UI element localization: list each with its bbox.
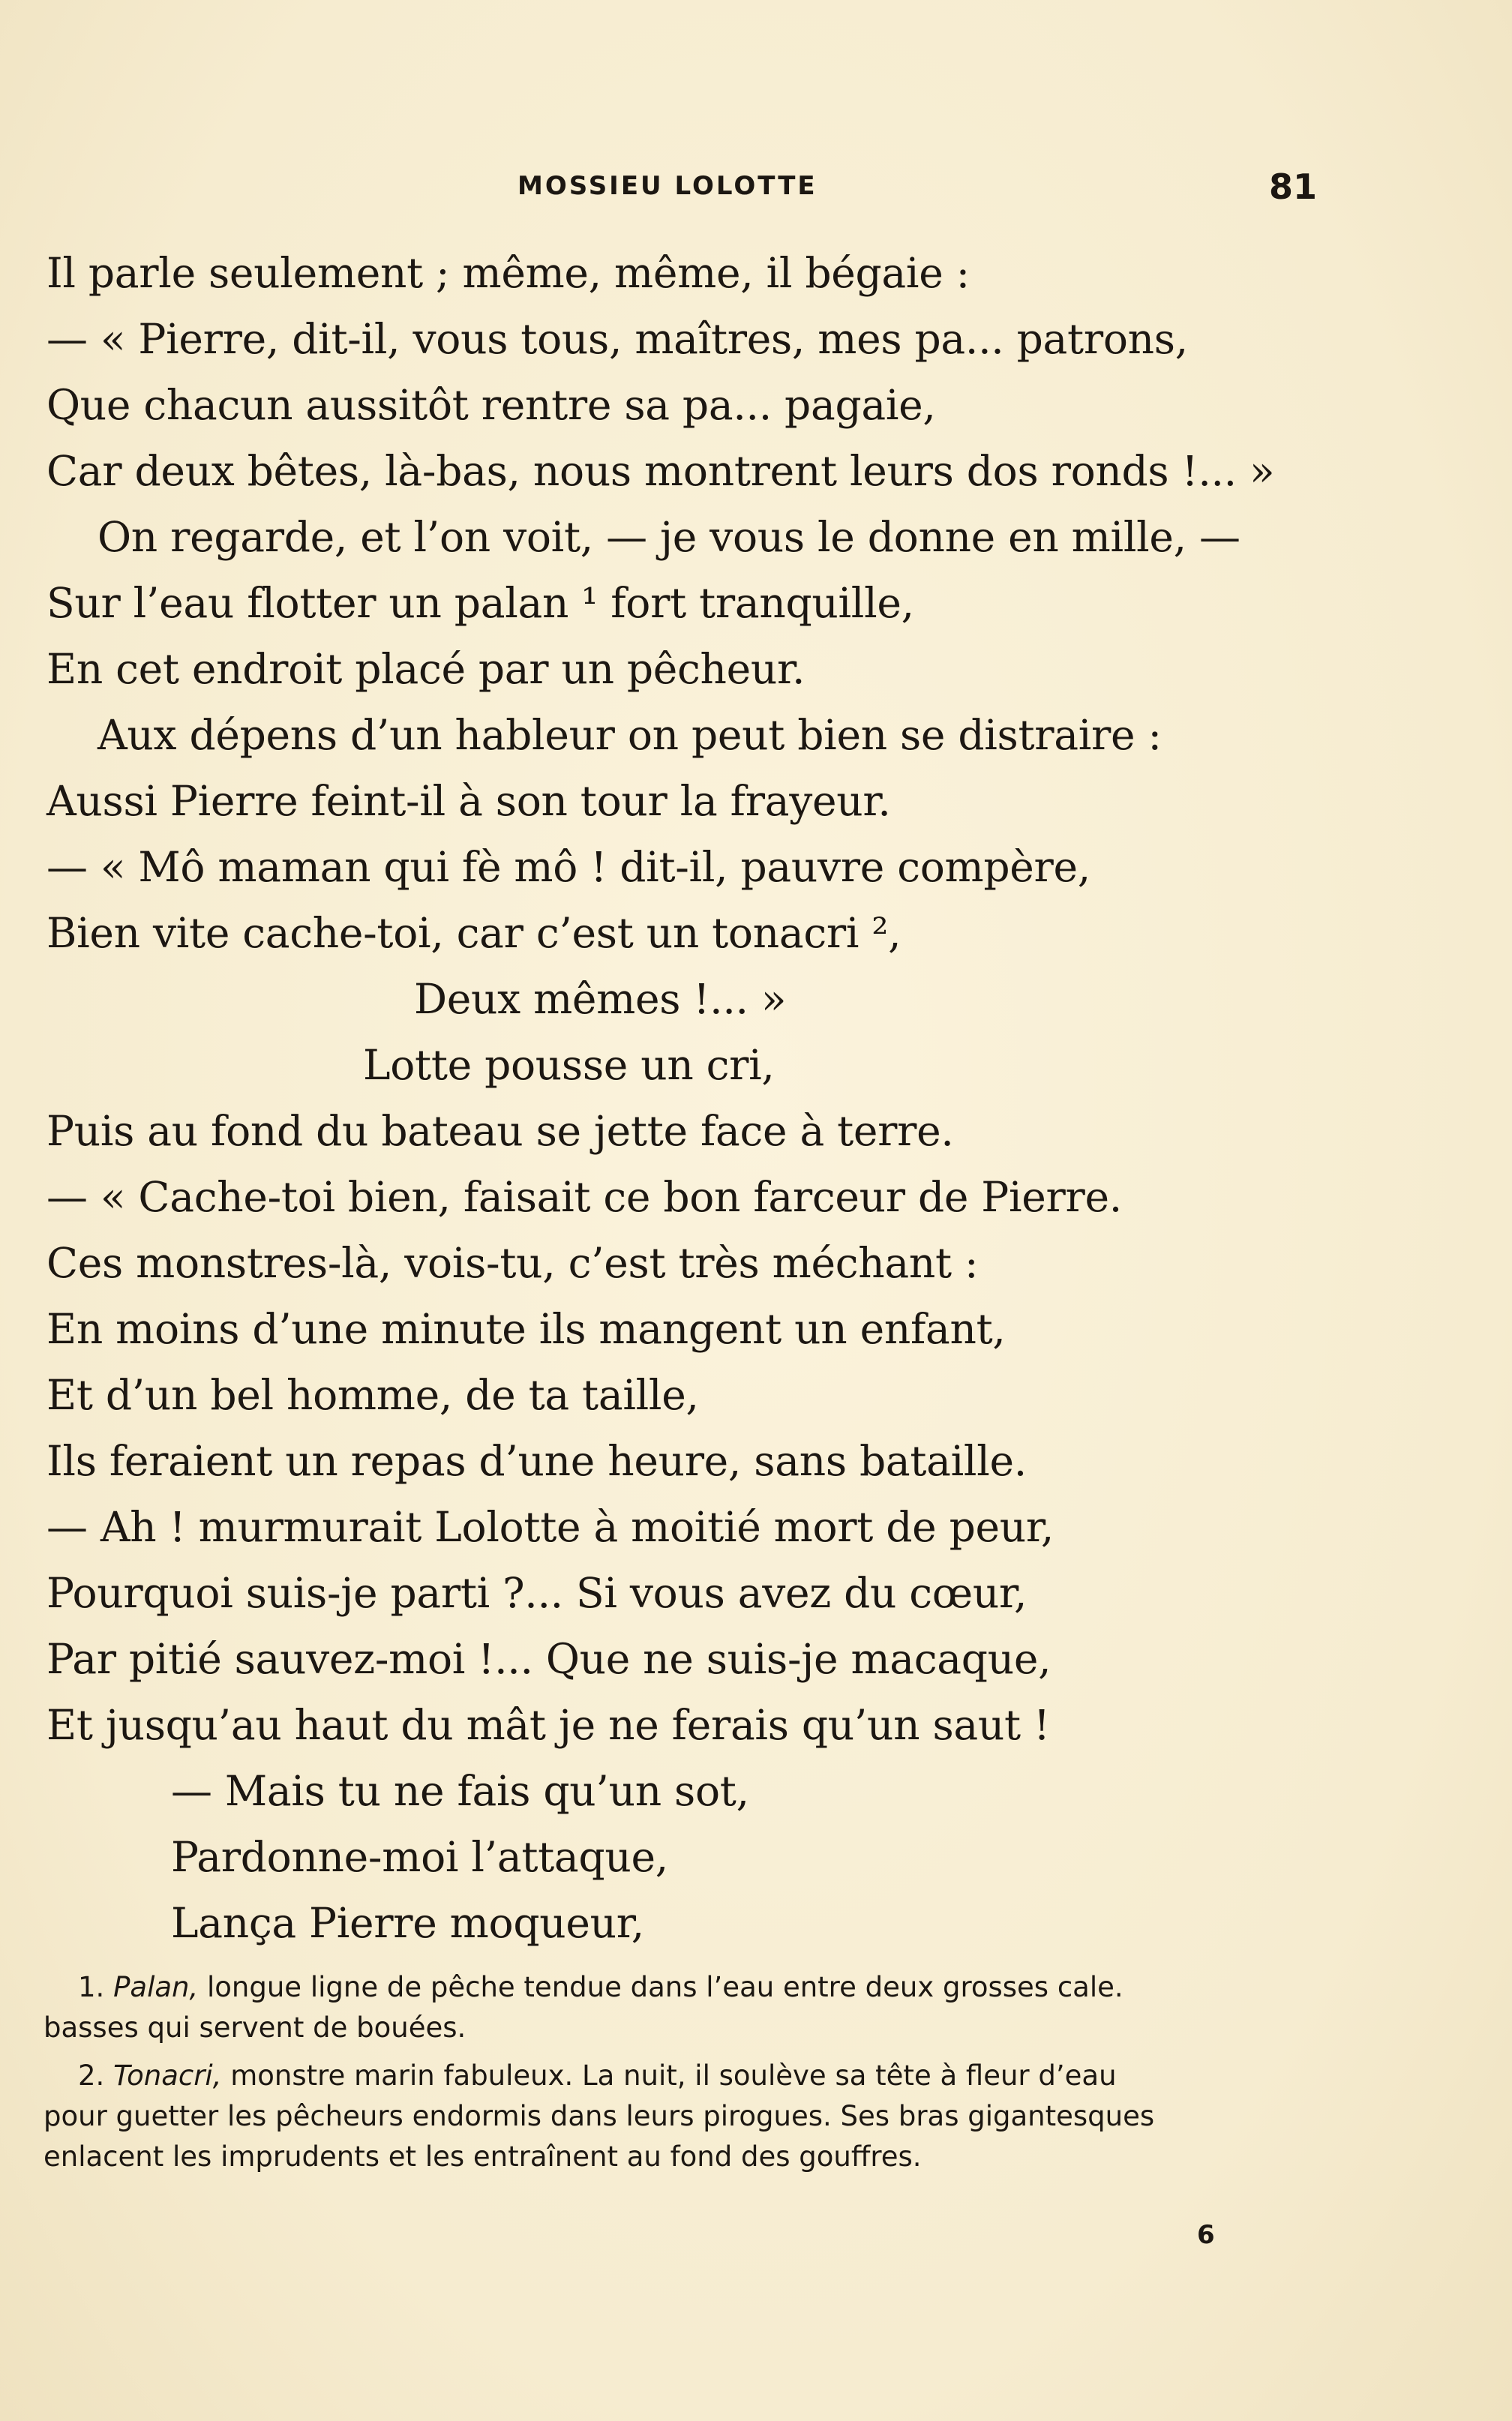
verse-line: Puis au fond du bateau se jette face à terre. bbox=[46, 1107, 954, 1155]
verse-line: Et jusqu’au haut du mât je ne ferais qu’un saut ! bbox=[46, 1701, 1050, 1749]
verse-line: — « Mô maman qui fè mô ! dit-il, pauvre compère, bbox=[46, 843, 1090, 891]
verse-line: Ils feraient un repas d’une heure, sans bataille. bbox=[46, 1437, 1027, 1485]
footnote-1 bbox=[78, 1971, 1124, 2004]
verse-line: Il parle seulement ; même, même, il bégaie : bbox=[46, 249, 970, 297]
verse-line: On regarde, et l’on voit, — je vous le donne en mille, — bbox=[98, 513, 1240, 561]
verse-line: Deux mêmes !... » bbox=[414, 975, 787, 1023]
verse-line: Ces monstres-là, vois-tu, c’est très méchant : bbox=[46, 1239, 979, 1287]
verse-line: Par pitié sauvez-moi !... Que ne suis-je macaque, bbox=[46, 1635, 1052, 1683]
verse-line: — « Cache-toi bien, faisait ce bon farceur de Pierre. bbox=[46, 1173, 1122, 1221]
footnote-term: Palan, bbox=[113, 1971, 199, 2003]
verse-line: Sur l’eau flotter un palan ¹ fort tranquille, bbox=[46, 579, 914, 627]
footnote-text: longue ligne de pêche tendue dans l’eau entre deux grosses cale. bbox=[207, 1971, 1124, 2003]
footnote-number: 2. bbox=[78, 2060, 105, 2092]
footnote-2 bbox=[78, 2060, 1117, 2092]
page-header bbox=[45, 166, 1320, 212]
verse-line: Pardonne-moi l’attaque, bbox=[171, 1833, 668, 1881]
running-title: MOSSIEU LOLOTTE bbox=[518, 171, 818, 201]
footnote-term: Tonacri, bbox=[113, 2060, 222, 2092]
verse-line: Car deux bêtes, là-bas, nous montrent leurs dos ronds !... » bbox=[46, 447, 1275, 495]
signature-mark: 6 bbox=[1197, 2220, 1215, 2250]
footnote-2-continued: pour guetter les pêcheurs endormis dans leurs pirogues. Ses bras gigantesques bbox=[44, 2100, 1155, 2132]
verse-line: Et d’un bel homme, de ta taille, bbox=[46, 1371, 699, 1419]
verse-line: Aux dépens d’un hableur on peut bien se distraire : bbox=[98, 711, 1162, 759]
footnote-2-continued: enlacent les imprudents et les entraînent au fond des gouffres. bbox=[44, 2140, 922, 2173]
verse-line: Lotte pousse un cri, bbox=[363, 1041, 775, 1089]
verse-line: Pourquoi suis-je parti ?... Si vous avez du cœur, bbox=[46, 1569, 1028, 1617]
verse-line: — « Pierre, dit-il, vous tous, maîtres, mes pa... patrons, bbox=[46, 315, 1188, 363]
footnote-text: monstre marin fabuleux. La nuit, il soulève sa tête à fleur d’eau bbox=[230, 2060, 1117, 2092]
verse-line: — Ah ! murmurait Lolotte à moitié mort de peur, bbox=[46, 1503, 1054, 1551]
verse-line: En cet endroit placé par un pêcheur. bbox=[46, 645, 806, 693]
page-number: 81 bbox=[1269, 166, 1318, 207]
verse-line: Lança Pierre moqueur, bbox=[171, 1899, 644, 1947]
footnote-1-continued: basses qui servent de bouées. bbox=[44, 2012, 466, 2044]
verse-line: Aussi Pierre feint-il à son tour la frayeur. bbox=[46, 777, 891, 825]
verse-line: En moins d’une minute ils mangent un enfant, bbox=[46, 1305, 1006, 1353]
footnote-number: 1. bbox=[78, 1971, 105, 2003]
verse-line: Que chacun aussitôt rentre sa pa... pagaie, bbox=[46, 381, 936, 429]
verse-line: Bien vite cache-toi, car c’est un tonacri ², bbox=[46, 909, 902, 957]
verse-line: — Mais tu ne fais qu’un sot, bbox=[171, 1767, 749, 1815]
